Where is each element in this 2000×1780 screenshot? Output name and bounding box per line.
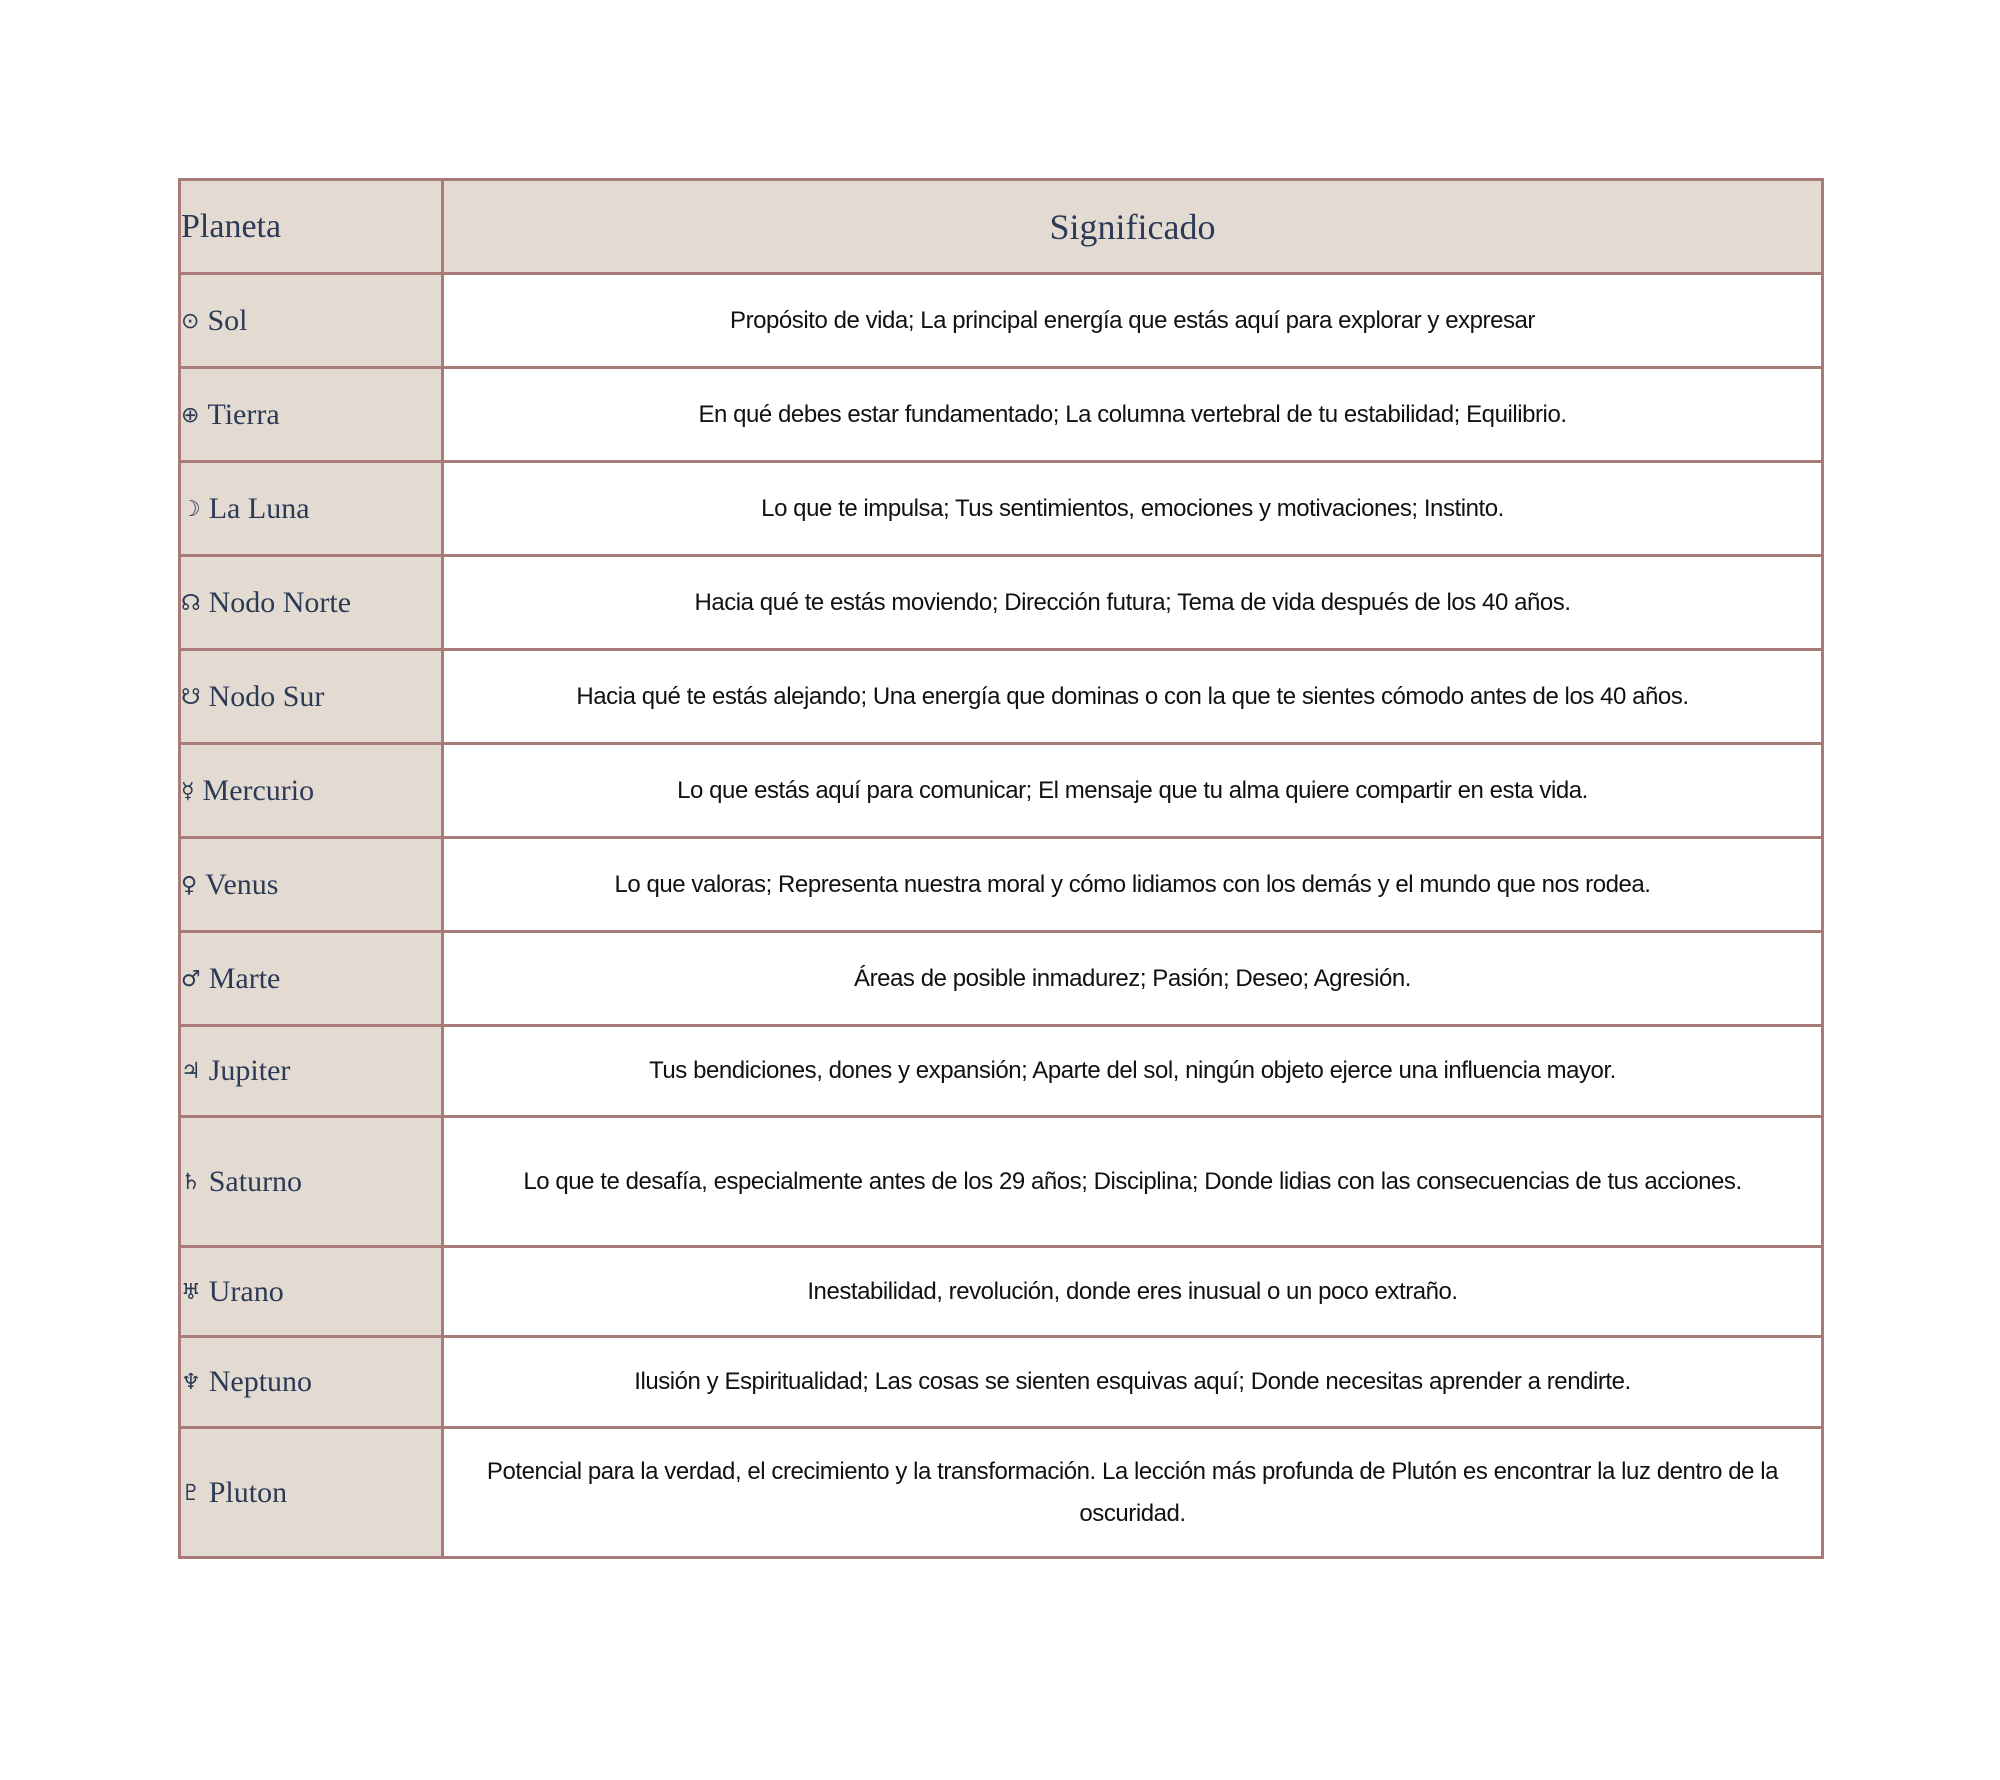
planet-name: La Luna	[208, 491, 310, 525]
planet-name: Saturno	[208, 1164, 303, 1198]
table-row	[180, 1117, 1823, 1247]
planet-cell	[180, 1117, 443, 1247]
table-row	[180, 1337, 1823, 1428]
mars-symbol-icon: ♂	[181, 966, 201, 992]
saturn-symbol-icon: ♄	[181, 1169, 201, 1195]
planet-name: Nodo Sur	[208, 679, 325, 713]
meaning-cell: Lo que valoras; Representa nuestra moral y cómo lidiamos con los demás y el mundo que nos rodea.	[443, 838, 1823, 932]
meaning-cell: Inestabilidad, revolución, donde eres inusual o un poco extraño.	[443, 1247, 1823, 1337]
meaning-cell: Hacia qué te estás moviendo; Dirección futura; Tema de vida después de los 40 años.	[443, 556, 1823, 650]
planet-cell	[180, 274, 443, 368]
meaning-cell: Lo que te desafía, especialmente antes de los 29 años; Disciplina; Donde lidias con las consecuencias de tus acciones.	[443, 1117, 1823, 1247]
table-row	[180, 744, 1823, 838]
table-row	[180, 462, 1823, 556]
planet-name: Jupiter	[208, 1054, 291, 1087]
planet-name: Nodo Norte	[208, 585, 352, 619]
table-row	[180, 1026, 1823, 1117]
planet-name: Sol	[207, 303, 248, 337]
planet-cell	[180, 368, 443, 462]
header-planet: Planeta	[180, 180, 443, 274]
table-row	[180, 932, 1823, 1026]
jupiter-symbol-icon: ♃	[181, 1059, 201, 1084]
planet-cell	[180, 838, 443, 932]
meaning-cell: Ilusión y Espiritualidad; Las cosas se sienten esquivas aquí; Donde necesitas aprender a rendirte.	[443, 1337, 1823, 1428]
header-meaning: Significado	[443, 180, 1823, 274]
planet-name: Marte	[208, 961, 281, 995]
meaning-cell: En qué debes estar fundamentado; La columna vertebral de tu estabilidad; Equilibrio.	[443, 368, 1823, 462]
meaning-cell: Lo que estás aquí para comunicar; El mensaje que tu alma quiere compartir en esta vida.	[443, 744, 1823, 838]
planet-name: Venus	[205, 867, 279, 901]
table-header-row	[180, 180, 1823, 274]
planet-cell	[180, 556, 443, 650]
planet-cell	[180, 1337, 443, 1428]
planet-name: Tierra	[207, 397, 280, 431]
moon-symbol-icon: ☽	[181, 496, 201, 522]
table-row	[180, 838, 1823, 932]
table-row	[180, 1247, 1823, 1337]
table-row	[180, 1428, 1823, 1558]
planet-name: Urano	[208, 1274, 284, 1308]
pluto-symbol-icon: ♇	[181, 1480, 201, 1506]
meaning-cell: Lo que te impulsa; Tus sentimientos, emociones y motivaciones; Instinto.	[443, 462, 1823, 556]
north-node-symbol-icon: ☊	[181, 590, 201, 616]
sun-symbol-icon: ⊙	[181, 308, 200, 334]
planet-cell	[180, 744, 443, 838]
venus-symbol-icon: ♀	[181, 872, 198, 898]
south-node-symbol-icon: ☋	[181, 684, 201, 710]
planet-cell	[180, 1247, 443, 1337]
planet-name: Pluton	[208, 1475, 288, 1509]
planets-table	[178, 178, 1824, 1559]
planet-cell	[180, 462, 443, 556]
planet-name: Mercurio	[202, 773, 315, 807]
earth-symbol-icon: ⊕	[181, 402, 200, 428]
meaning-cell: Propósito de vida; La principal energía que estás aquí para explorar y expresar	[443, 274, 1823, 368]
uranus-symbol-icon: ♅	[181, 1279, 201, 1305]
planet-cell	[180, 932, 443, 1026]
neptune-symbol-icon: ♆	[181, 1370, 201, 1395]
table-row	[180, 556, 1823, 650]
meaning-cell: Áreas de posible inmadurez; Pasión; Deseo; Agresión.	[443, 932, 1823, 1026]
table-row	[180, 368, 1823, 462]
meaning-cell: Tus bendiciones, dones y expansión; Aparte del sol, ningún objeto ejerce una influencia mayor.	[443, 1026, 1823, 1117]
planet-cell	[180, 650, 443, 744]
planet-cell	[180, 1428, 443, 1558]
meaning-cell: Potencial para la verdad, el crecimiento y la transformación. La lección más profunda de Plutón es encontrar la luz dentro de la oscuridad.	[443, 1428, 1823, 1558]
meaning-cell: Hacia qué te estás alejando; Una energía que dominas o con la que te sientes cómodo antes de los 40 años.	[443, 650, 1823, 744]
planet-name: Neptuno	[208, 1365, 313, 1398]
table-row	[180, 650, 1823, 744]
planet-cell	[180, 1026, 443, 1117]
table-row	[180, 274, 1823, 368]
mercury-symbol-icon: ☿	[181, 778, 195, 804]
